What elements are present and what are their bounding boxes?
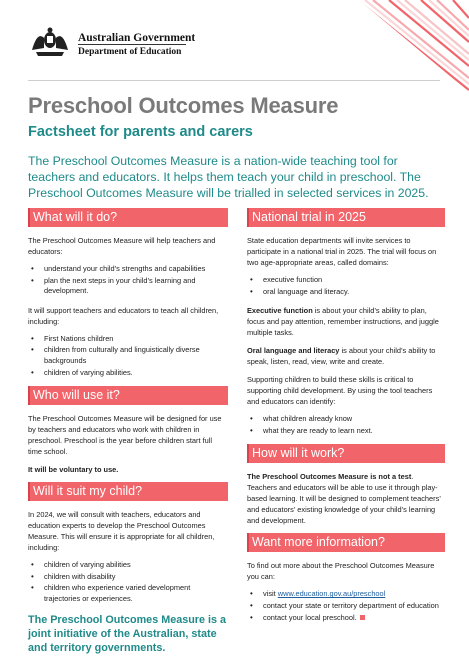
end-mark-icon — [360, 615, 365, 620]
bullet-list — [247, 414, 445, 436]
definition-text: is about your child’s ability to plan, focus and pay attention, remember instructions, and juggle multiple tasks. — [247, 306, 439, 338]
dept-name: Department of Education — [78, 47, 182, 57]
paragraph — [247, 305, 445, 338]
header-divider — [78, 44, 186, 45]
list-item: • what they are ready to learn next. — [247, 426, 445, 437]
section-heading-what-will-it-do: What will it do? — [28, 208, 228, 227]
term-oral-language: Oral language and literacy — [247, 346, 340, 356]
paragraph — [247, 471, 445, 526]
list-item — [247, 589, 445, 600]
header-rule — [28, 80, 440, 81]
list-item-text: contact your local preschool. — [263, 612, 357, 622]
page-title: Preschool Outcomes Measure — [28, 93, 339, 118]
list-item: • First Nations children — [28, 334, 228, 345]
list-item: • children with disability — [28, 572, 228, 583]
bullet-list — [28, 264, 228, 297]
list-item: • executive function — [247, 275, 445, 286]
list-item: • children who experience varied development trajectories or experiences. — [28, 583, 228, 604]
list-item: • understand your child’s strengths and capabilities — [28, 264, 228, 275]
paragraph: To find out more about the Preschool Outcomes Measure you can: — [247, 561, 435, 582]
bullet-list — [28, 560, 228, 604]
paragraph: State education departments will invite services to participate in a national trial in 2025. The trial will focus on two age-appropriate areas, called domains: — [247, 236, 437, 267]
section-heading-will-it-suit-my-child: Will it suit my child? — [28, 482, 228, 501]
right-column — [247, 208, 445, 631]
bullet-list — [247, 275, 445, 297]
bullet-list — [247, 589, 445, 623]
list-item: • children from culturally and linguistically diverse backgrounds — [28, 345, 228, 366]
section-heading-want-more-information: Want more information? — [247, 533, 445, 552]
paragraph: Supporting children to build these skills is critical to supporting child development. By using the tool teachers and educators can identify: — [247, 375, 433, 407]
list-item: • children of varying abilities. — [28, 368, 228, 379]
bullet-list — [28, 334, 228, 378]
voluntary-note: It will be voluntary to use. — [28, 465, 119, 475]
definition-text: is about your child’s ability to speak, listen, read, view, write and create. — [247, 346, 436, 367]
closing-statement: The Preschool Outcomes Measure is a joint initiative of the Australian, state and territory governments. — [28, 613, 227, 654]
term-executive-function: Executive function — [247, 306, 313, 316]
diagonal-stripes-decoration — [329, 0, 469, 92]
paragraph: The Preschool Outcomes Measure will help teachers and educators: — [28, 236, 216, 256]
paragraph: It will support teachers and educators to teach all children, including: — [28, 305, 219, 326]
left-column — [28, 208, 228, 655]
govt-header — [28, 24, 268, 64]
list-item — [247, 613, 445, 624]
list-item: • oral language and literacy. — [247, 287, 445, 298]
section-heading-who-will-use-it: Who will use it? — [28, 386, 228, 405]
paragraph: The Preschool Outcomes Measure will be designed for use by teachers and educators who work with children in preschool. Preschool is the year before children start full time school. — [28, 414, 222, 457]
paragraph-text: . Teachers and educators will be able to use it through play-based learning. It will be designed to complement teachers’ and educators’ existing knowledge of your child’s learning and development. — [247, 472, 441, 526]
paragraph — [247, 345, 445, 367]
education-website-link[interactable]: www.education.gov.au/preschool — [277, 589, 386, 599]
not-a-test-note: The Preschool Outcomes Measure is not a test — [247, 472, 412, 482]
govt-name: Australian Government — [78, 32, 196, 44]
list-item: • plan the next steps in your child’s learning and development. — [28, 276, 228, 297]
section-heading-how-will-it-work: How will it work? — [247, 444, 445, 463]
list-item: • children of varying abilities — [28, 560, 228, 571]
list-item: • contact your state or territory department of education — [247, 601, 445, 612]
list-item: • what children already know — [247, 414, 445, 425]
visit-prefix: visit — [263, 589, 278, 599]
coat-of-arms-icon — [28, 26, 72, 60]
paragraph — [28, 464, 228, 475]
intro-paragraph: The Preschool Outcomes Measure is a nation-wide teaching tool for teachers and educators. It helps them teach your child in preschool. The Preschool Outcomes Measure will be trialled in selected services in 2025. — [28, 154, 429, 200]
paragraph: In 2024, we will consult with teachers, educators and education experts to develop the Preschool Outcomes Measure. This will ensure it is appropriate for all children, including: — [28, 510, 215, 553]
page-subtitle: Factsheet for parents and carers — [28, 124, 253, 140]
section-heading-national-trial: National trial in 2025 — [247, 208, 445, 227]
